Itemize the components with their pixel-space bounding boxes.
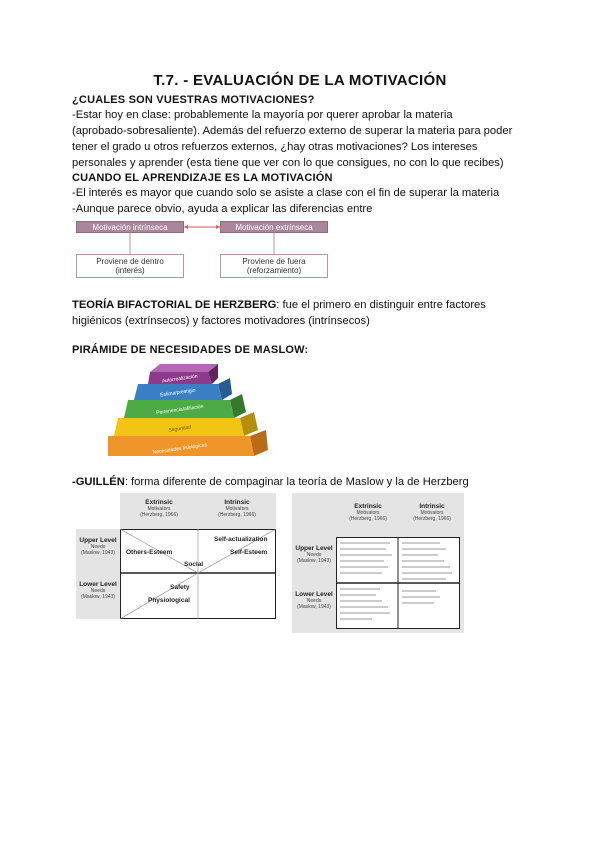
guillen-text: : forma diferente de compaginar la teoría de Maslow y la de Herzberg [124,476,469,488]
motivation-diagram [70,218,330,282]
intrinsic-header: Motivación intrínseca [76,221,184,233]
herzberg-paragraph [72,297,542,329]
pyramid-label: Seguridad [168,424,192,434]
guillen-grid-left [76,493,276,623]
section1-heading: ¿CUALES SON VUESTRAS MOTIVACIONES? [72,94,315,106]
row-cite: (Maslow, 1943) [81,550,115,556]
page-title: T.7. - EVALUACIÓN DE LA MOTIVACIÓN [153,72,447,89]
maslow-heading-row [72,344,308,356]
row-title: Lower Level [79,581,117,588]
right-row1-header [292,539,336,583]
section1-line: (aprobado-sobresaliente). Además del refuerzo externo de superar la materia para poder [72,125,513,137]
row-title: Lower Level [295,591,333,598]
right-grid-lines [336,537,460,629]
herzberg-title: TEORÍA BIFACTORIAL DE HERZBERG [72,299,277,311]
col-cite: (Herzberg, 1966) [413,516,451,522]
extrinsic-desc-line: Proviene de fuera [242,257,306,266]
intrinsic-desc-line: Proviene de dentro [96,257,164,266]
maslow-heading: PIRÁMIDE DE NECESIDADES DE MASLOW [72,344,305,356]
guillen-title: -GUILLÉN [72,476,125,488]
right-row2-header [292,585,336,629]
row-cite: (Maslow, 1943) [297,558,331,564]
section2-heading: CUANDO EL APRENDIZAJE ES LA MOTIVACIÓN [72,172,333,184]
row-cite: (Maslow, 1943) [297,604,331,610]
section2-paragraph [72,185,542,217]
label-social: Social [184,561,204,568]
col-cite: (Herzberg, 1966) [349,516,387,522]
col-sub: Motivators [147,506,171,512]
guillen-paragraph [72,474,542,490]
row-cite: (Maslow, 1943) [81,594,115,600]
extrinsic-desc-line: (reforzamiento) [246,266,302,275]
section1-line: tener el grado u otros refuerzos externos, ¿hay otras motivaciones? Los intereses [72,141,478,153]
label-others-esteem: Others-Esteem [126,549,173,556]
left-col1-header [120,493,198,529]
maslow-colon: : [304,344,309,356]
section1-paragraph [72,107,542,171]
col-sub: Motivators [225,506,249,512]
col-sub: Motivators [420,510,444,516]
left-col2-header [198,493,276,529]
pyramid-label: Estima/prestigio [159,387,196,399]
left-row2-header [76,573,120,619]
intrinsic-desc-line: (interés) [115,266,145,275]
left-row1-header [76,529,120,573]
intrinsic-description [76,254,184,278]
col-sub: Motivators [356,510,380,516]
section1-line: personales y aprender (esta tiene que ver con lo que consigues, no con lo que recibes) [72,157,504,169]
row-sub: Needs [306,598,322,604]
col-title: Extrinsic [145,499,173,506]
label-self-actualization: Self-actualization [214,536,268,543]
col-cite: (Herzberg, 1966) [140,512,178,518]
label-physiological: Physiological [148,597,190,604]
col-title: Intrinsic [224,499,250,506]
label-self-esteem: Self-Esteem [230,549,268,556]
extrinsic-description [220,254,328,278]
col-cite: (Herzberg, 1966) [218,512,256,518]
pyramid-label: Autorrealización [161,373,199,385]
extrinsic-header: Motivación extrínseca [220,221,328,233]
pyramid-label: Pertenencia/afiliación [155,403,204,417]
herzberg-text: : fue el primero en distinguir entre factores [276,299,486,311]
right-col1-header [336,499,400,535]
label-safety: Safety [170,584,190,591]
guillen-grid-right [292,493,464,633]
row-sub: Needs [306,552,322,558]
right-col2-header [400,499,464,535]
section2-line: -El interés es mayor que cuando solo se asiste a clase con el fin de superar la materia [72,187,500,199]
herzberg-text: higiénicos (extrínsecos) y factores motivadores (intrínsecos) [72,315,370,327]
col-title: Intrinsic [419,503,445,510]
col-title: Extrinsic [354,503,382,510]
section2-line: -Aunque parece obvio, ayuda a explicar las diferencias entre [72,203,373,215]
pyramid-label: Necesidades fisiológicas [152,442,208,456]
row-sub: Needs [90,544,106,550]
maslow-pyramid [108,358,268,470]
row-title: Upper Level [79,537,117,544]
row-sub: Needs [90,588,106,594]
row-title: Upper Level [295,545,333,552]
section1-line: -Estar hoy en clase: probablemente la mayoría por querer aprobar la materia [72,109,453,121]
